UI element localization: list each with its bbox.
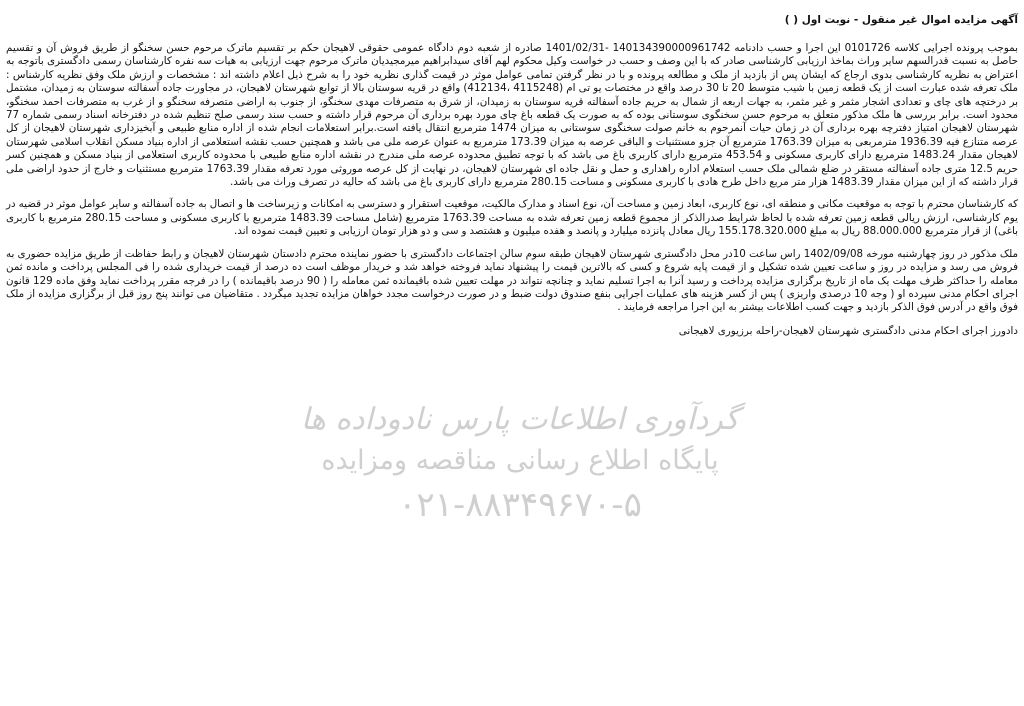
notice-signature: دادورز اجرای احکام مدنی دادگستری شهرستان لاهیجان-راحله برزیوری لاهیجانی	[678, 324, 1018, 337]
notice-paragraph-case-details: بموجب پرونده اجرایی کلاسه 0101726 این اجرا و حسب دادنامه 140134390000961742 -1401/02/31 صادره از شعبه دوم دادگاه عمومی حقوقی لاهیجان حکم بر تقسیم ماترک مرحوم حسن سخنگو از طریق فروش آن و تقسیم حاصل به نسبت قدرالسهم سایر وراث بماخذ ارزیابی کارشناسی صادر که با این وصف و حسب در خواست وکیل محکوم لهم آقای سیدابراهیم میرمجیدیان ماترک مرحوم جهت ارزیابی به هیات سه نفره کارشناسان رسمی دادگستری باتوجه به اعتراض به نظریه کارشناسی بدوی ارجاع که ایشان پس از بازدید از ملک و مطالعه پرونده و با در نظر گرفتن تمامی عوامل موثر در قیمت گذاری نظریه خود را به شرح ذیل اعلام داشته اند : مشخصات و ارزش ملک وفق نظریه کارشناس : ملک تعرفه شده عبارت است از یک قطعه زمین با شیب متوسط 20 تا 30 درصد واقع در مختصات یو تی ام (4115248 ،412134) واقع در قریه سوستان بالا از توابع شهرستان لاهیجان، در مجاورت جاده آسفالته سوستان به زمیدان، مشتمل بر درختچه های چای و تعدادی اشجار مثمر و غیر مثمر، به جهات اربعه از شمال به حریم جاده آسفالته قریه سوستان به زمیدان، از شرق به متصرفات مهدی سخنگو، از جنوب به اراضی متصرفه سخنگو و از غرب به متصرفات احمد سخنگو، محدود است. برابر بررسی ها ملک مذکور متعلق به مرحوم حسن سخنگوی سوستانی بوده که به صورت یک قطعه باغ چای مورد بهره برداری آن مرحوم قرار داشته و حسب سند رسمی صلح تنظیم شده در دفترخانه اسناد رسمی شماره 77 شهرستان لاهیجان امتیاز دفترچه بهره برداری آن در زمان حیات آنمرحوم به خانم صولت سخنگوی سوستانی به میزان 1474 مترمربع انتقال یافته است.برابر استعلامات انجام شده از اداره منابع طبیعی و آبخیزداری شهرستان لاهیجان از کل عرصه متنازع فیه 1936.39 مترمربعی به میزان 1763.39 مترمربع آن جزو مستثنیات و الباقی عرصه به میزان 173.39 مترمربع به عنوان عرصه ملی می باشد و همچنین حسب نقشه استعلامی از اداره بنیاد مسکن انقلاب اسلامی شهرستان لاهیجان مقدار 1483.24 مترمربع دارای کاربری مسکونی و 453.54 مترمربع دارای کاربری باغ می باشد که با توجه تطبیق محدوده عرصه ملی مندرج در نقشه اداره منابع طبیعی با محدوده کاربری استعلامی از بنیاد مسکن و همچنین کسر حریم 12.5 متری جاده آسفالته مستقر در ضلع شمالی ملک حسب استعلام اداره راهداری و حمل و نقل جاده ای شهرستان لاهیجان، در نهایت از کل عرصه موروثی مورد تعرفه مقدار 1763.39 مترمربع مستثنیات و خارج از حدود اراضی ملی قرار داشته که از این میزان مقدار 1483.39 هزار متر مربع داخل طرح هادی با کاربری مسکونی و مساحت 280.15 مترمربع دارای کاربری باغ می باشد که حالیه در تصرف وراث می باشد.	[6, 42, 1019, 189]
watermark-line-publisher: گردآوری اطلاعات پارس نادوداده ها	[300, 402, 740, 437]
watermark-line-phone: ۰۲۱-۸۸۳۴۹۶۷۰-۵	[398, 485, 642, 525]
notice-paragraph-auction-terms: ملک مذکور در روز چهارشنبه مورخه 1402/09/08 راس ساعت 10در محل دادگستری شهرستان لاهیجان طبقه سوم سالن اجتماعات دادگستری با حضور نماینده محترم دادستان شهرستان لاهیجان و رابط حفاظت از طریق مزایده حضوری به فروش می رسد و مزایده در روز و ساعت تعیین شده تشکیل و از قیمت پایه شروع و کسی که بالاترین قیمت را پیشنهاد نماید فروخته خواهد شد و خریدار موظف است ده درصد از قیمت خریداری شده را فی المجلس پرداخت و مانده ثمن معامله را حداکثر ظرف مهلت یک ماه از تاریخ برگزاری مزایده پرداخت و رسید آنرا به اجرا تسلیم نماید و چنانچه نتواند در مهلت تعیین شده باقیمانده ثمن معامله را ( 90 درصد باقیمانده ) را در فرجه مقرر پرداخت نماید وفق ماده 129 قانون اجرای احکام مدنی سپرده او ( وجه 10 درصدی واریزی ) پس از کسر هزینه های عملیات اجرایی بنفع صندوق دولت ضبط و در صورت درخواست مجدد خواهان مزایده تجدید میگردد . متقاضیان می توانند پنج روز قبل از برگزاری مزایده از ملک فوق واقع در آدرس فوق الذکر بازدید و جهت کسب اطلاعات بیشتر به این اجرا مراجعه فرمایند .	[6, 247, 1019, 314]
watermark-line-portal: پایگاه اطلاع رسانی مناقصه ومزایده	[321, 445, 719, 476]
auction-notice-document	[6, 4, 1018, 702]
notice-title: آگهی مزایده اموال غیر منقول - نوبت اول ( )	[784, 14, 1018, 26]
notice-paragraph-valuation: که کارشناسان محترم با توجه به موقعیت مکانی و منطقه ای، نوع کاربری، ابعاد زمین و مساحت آن، نوع اسناد و مدارک مالکیت، موقعیت استقرار و دسترسی به امکانات و زیرساخت ها و اتصال به جاده آسفالته و سایر عوامل موثر در قضیه در یوم کارشناسی، ارزش ریالی قطعه زمین تعرفه شده با لحاظ شرایط صدرالذکر از مجموع قطعه زمین تعرفه شده به مساحت 1763.39 مترمربع (شامل مساحت 1483.39 مترمربع با کاربری مسکونی و مساحت 280.15 مترمربع با کاربری باغی) از قرار مترمربع 88.000.000 ریال به مبلغ 155.178.320.000 ریال معادل پانزده میلیارد و پانصد و هفده میلیون و هشتصد و سی و دو هزار تومان ارزیابی و تعیین قیمت نموده اند.	[6, 198, 1018, 238]
